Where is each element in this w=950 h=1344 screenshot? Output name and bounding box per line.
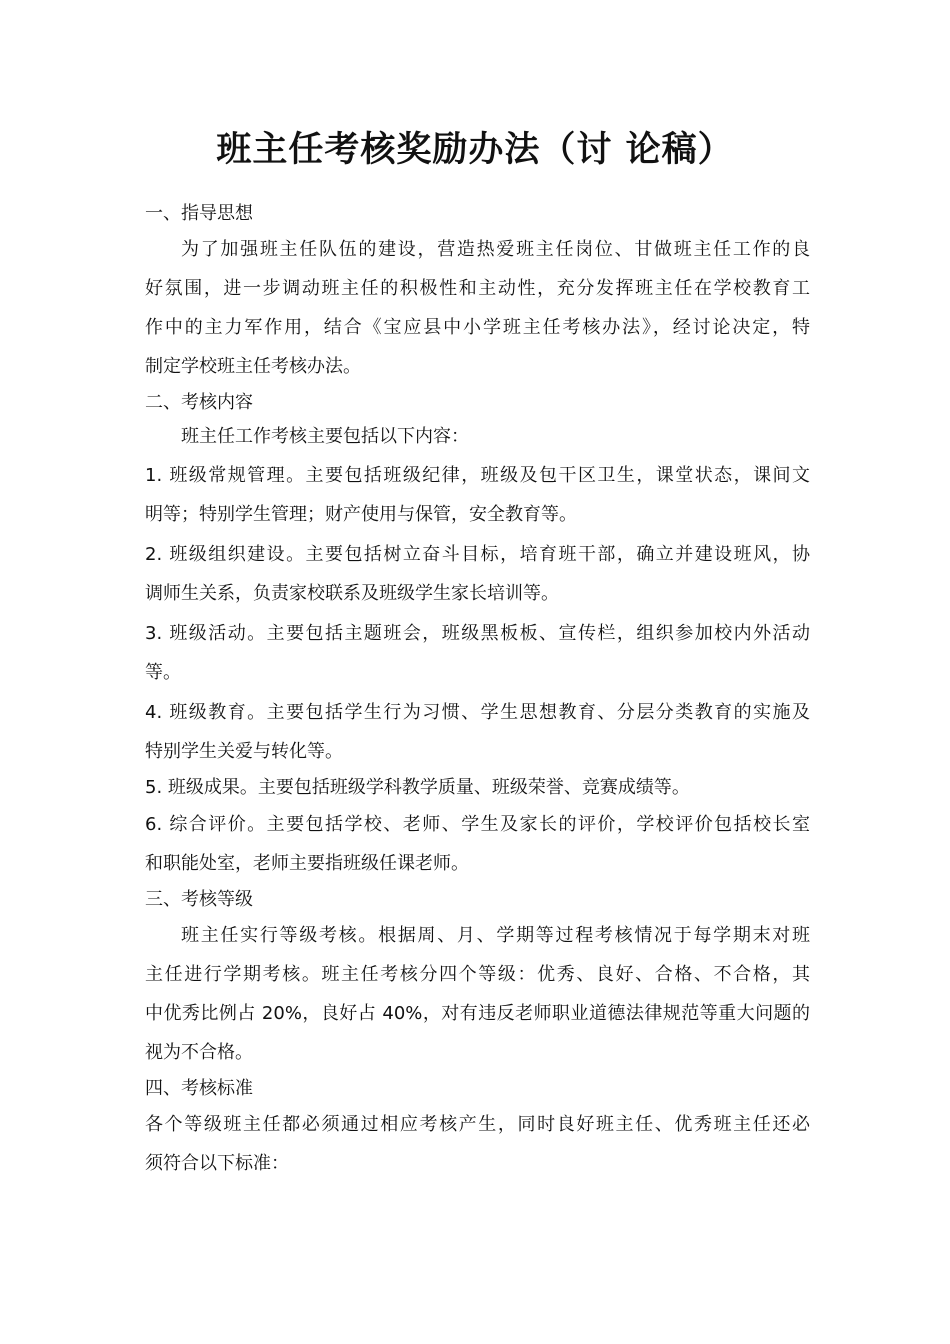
body-line: 明等；特别学生管理；财产使用与保管，安全教育等。 [145, 504, 577, 525]
body-line: 调师生关系，负责家校联系及班级学生家长培训等。 [145, 583, 559, 604]
body-line: 二、考核内容 [145, 392, 253, 413]
body-line: 为了加强班主任队伍的建设，营造热爱班主任岗位、甘做班主任工作的良 [181, 239, 810, 260]
body-line: 3. 班级活动。主要包括主题班会，班级黑板板、宣传栏，组织参加校内外活动 [145, 623, 810, 644]
body-line: 中优秀比例占 20%，良好占 40%，对有违反老师职业道德法律规范等重大问题的 [145, 1003, 810, 1024]
body-line: 和职能处室，老师主要指班级任课老师。 [145, 853, 469, 874]
document-title: 班主任考核奖励办法（讨 论稿） [216, 129, 734, 170]
body-line: 班主任工作考核主要包括以下内容： [181, 426, 469, 447]
body-line: 一、指导思想 [145, 203, 253, 224]
body-line: 四、考核标准 [145, 1078, 253, 1099]
body-line: 班主任实行等级考核。根据周、月、学期等过程考核情况于每学期末对班 [181, 925, 810, 946]
body-line: 须符合以下标准： [145, 1153, 289, 1174]
body-line: 视为不合格。 [145, 1042, 253, 1063]
body-line: 三、考核等级 [145, 889, 253, 910]
body-line: 1. 班级常规管理。主要包括班级纪律，班级及包干区卫生，课堂状态，课间文 [145, 465, 810, 486]
body-line: 4. 班级教育。主要包括学生行为习惯、学生思想教育、分层分类教育的实施及 [145, 702, 810, 723]
body-line: 等。 [145, 662, 181, 683]
body-line: 各个等级班主任都必须通过相应考核产生，同时良好班主任、优秀班主任还必 [145, 1114, 810, 1135]
document-body [145, 197, 810, 1183]
body-line: 5. 班级成果。主要包括班级学科教学质量、班级荣誉、竞赛成绩等。 [145, 777, 690, 798]
body-line: 制定学校班主任考核办法。 [145, 356, 361, 377]
body-line: 特别学生关爱与转化等。 [145, 741, 343, 762]
body-line: 作中的主力军作用，结合《宝应县中小学班主任考核办法》，经讨论决定，特 [145, 317, 810, 338]
body-line: 6. 综合评价。主要包括学校、老师、学生及家长的评价，学校评价包括校长室 [145, 814, 810, 835]
body-line: 2. 班级组织建设。主要包括树立奋斗目标，培育班干部，确立并建设班风，协 [145, 544, 810, 565]
body-line: 主任进行学期考核。班主任考核分四个等级：优秀、良好、合格、不合格，其 [145, 964, 810, 985]
body-line: 好氛围，进一步调动班主任的积极性和主动性，充分发挥班主任在学校教育工 [145, 278, 810, 299]
